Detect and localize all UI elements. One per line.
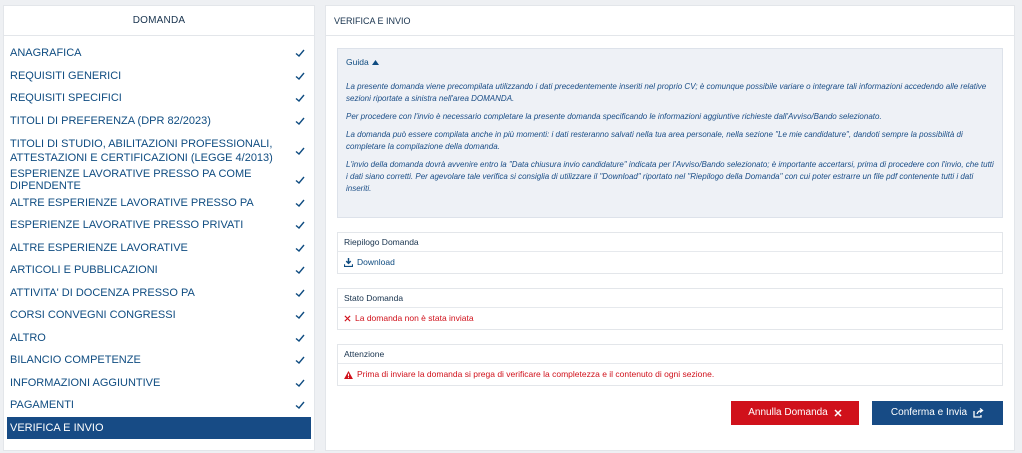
guide-paragraph: La presente domanda viene precompilata utilizzando i dati precedentemente inseriti nel proprio CV; è comunque possibile variare o integrare tali informazioni accedendo alle relative sezioni riportate a sinistra nell'area DOMANDA. [346, 82, 987, 103]
sidebar-item-titoli-di-studio-abilitazioni-profession[interactable] [4, 132, 314, 169]
main-panel [325, 5, 1015, 451]
close-icon [834, 409, 842, 417]
checkmark-icon [294, 287, 306, 299]
download-link[interactable] [338, 252, 1002, 273]
stato-card [337, 288, 1003, 330]
sidebar-item-titoli-di-preferenza-dpr-82-2023[interactable] [4, 110, 314, 133]
annulla-domanda-button[interactable] [731, 401, 859, 425]
sidebar-item-label: REQUISITI SPECIFICI [10, 92, 122, 105]
sidebar [3, 5, 315, 451]
annulla-label: Annulla Domanda [748, 407, 828, 418]
sidebar-item-esperienze-lavorative-presso-privati[interactable] [4, 214, 314, 237]
sidebar-item-label: CORSI CONVEGNI CONGRESSI [10, 309, 176, 322]
checkmark-icon [294, 219, 306, 231]
attenzione-title: Attenzione [338, 345, 1002, 364]
sidebar-item-label: VERIFICA E INVIO [10, 421, 104, 434]
stato-text: La domanda non è stata inviata [355, 313, 474, 323]
sidebar-item-label: PAGAMENTI [10, 399, 74, 412]
share-icon [973, 408, 984, 418]
sidebar-item-label: TITOLI DI PREFERENZA (DPR 82/2023) [10, 114, 211, 127]
sidebar-item-attivita-di-docenza-presso-pa[interactable] [4, 282, 314, 305]
conferma-label: Conferma e Invia [890, 407, 968, 418]
close-icon [344, 315, 351, 322]
sidebar-item-altre-esperienze-lavorative[interactable] [4, 237, 314, 260]
sidebar-item-informazioni-aggiuntive[interactable] [4, 372, 314, 395]
sidebar-item-label: INFORMAZIONI AGGIUNTIVE [10, 376, 161, 389]
page-title: VERIFICA E INVIO [326, 6, 1014, 36]
sidebar-item-verifica-e-invio[interactable] [7, 417, 311, 440]
checkmark-icon [294, 377, 306, 389]
checkmark-icon [294, 309, 306, 321]
sidebar-item-label: ALTRO [10, 331, 46, 344]
sidebar-item-label: ESPERIENZE LAVORATIVE PRESSO PA COME DIPENDENTE [10, 168, 252, 193]
warning-icon [344, 371, 353, 379]
checkmark-icon [294, 242, 306, 254]
sidebar-item-requisiti-generici[interactable] [4, 65, 314, 88]
guide-paragraph: L'invio della domanda dovrà avvenire entro la "Data chiusura invio candidature" indicata per l'Avviso/Bando selezionato; è importante accertarsi, prima di procedere con l'invio, che tutti i dati siano corretti. Per agevolare tale verifica si consiglia di utilizzare il "Download" riportato nel "Riepilogo della Domanda" con cui poter estrarre un file pdf contenente tutti i dati inseriti. [346, 160, 994, 193]
riepilogo-card [337, 232, 1003, 274]
checkmark-icon [294, 354, 306, 366]
download-label: Download [357, 257, 395, 267]
sidebar-nav [4, 42, 314, 439]
stato-title: Stato Domanda [338, 289, 1002, 308]
sidebar-item-label: TITOLI DI STUDIO, ABILITAZIONI PROFESSIONALI, ATTESTAZIONI E CERTIFICAZIONI (LEGGE 4/2013) [10, 137, 273, 164]
sidebar-item-articoli-e-pubblicazioni[interactable] [4, 259, 314, 282]
checkmark-icon [294, 399, 306, 411]
checkmark-icon [294, 264, 306, 276]
sidebar-item-label: REQUISITI GENERICI [10, 69, 122, 82]
conferma-invia-button[interactable] [872, 401, 1003, 425]
sidebar-item-altro[interactable] [4, 327, 314, 350]
attenzione-card [337, 344, 1003, 386]
sidebar-item-label: ALTRE ESPERIENZE LAVORATIVE PRESSO PA [10, 196, 254, 209]
sidebar-item-label: BILANCIO COMPETENZE [10, 354, 141, 367]
sidebar-item-pagamenti[interactable] [4, 394, 314, 417]
checkmark-icon [294, 92, 306, 104]
sidebar-item-label: ALTRE ESPERIENZE LAVORATIVE [10, 241, 188, 254]
checkmark-icon [294, 145, 306, 157]
sidebar-item-label: ANAGRAFICA [10, 47, 82, 60]
caret-up-icon [372, 60, 379, 65]
sidebar-item-esperienze-lavorative-presso-pa-come-dip[interactable] [4, 169, 314, 192]
riepilogo-title: Riepilogo Domanda [338, 233, 1002, 252]
sidebar-item-corsi-convegni-congressi[interactable] [4, 304, 314, 327]
checkmark-icon [294, 174, 306, 186]
checkmark-icon [294, 332, 306, 344]
sidebar-item-label: ARTICOLI E PUBBLICAZIONI [10, 264, 158, 277]
checkmark-icon [294, 70, 306, 82]
download-icon [344, 258, 353, 267]
sidebar-title: DOMANDA [4, 6, 314, 36]
guide-paragraph: Per procedere con l'invio è necessario completare la presente domanda specificando le informazioni aggiuntive richieste dall'Avviso/Bando selezionato. [346, 112, 882, 121]
checkmark-icon [294, 47, 306, 59]
attenzione-message [338, 364, 1002, 385]
sidebar-item-anagrafica[interactable] [4, 42, 314, 65]
sidebar-item-requisiti-specifici[interactable] [4, 87, 314, 110]
checkmark-icon [294, 197, 306, 209]
sidebar-item-label: ATTIVITA' DI DOCENZA PRESSO PA [10, 286, 195, 299]
stato-status [338, 308, 1002, 329]
sidebar-item-altre-esperienze-lavorative-presso-pa[interactable] [4, 192, 314, 215]
guide-paragraph: La domanda può essere compilata anche in più momenti: i dati resteranno salvati nella tua area personale, nella sezione "Le mie candidature", dandoti sempre la possibilità di completare la compilazione della domanda. [346, 130, 963, 151]
guide-title: Guida [346, 57, 369, 67]
sidebar-item-bilancio-competenze[interactable] [4, 349, 314, 372]
sidebar-item-label: ESPERIENZE LAVORATIVE PRESSO PRIVATI [10, 219, 244, 232]
guide-panel [337, 48, 1003, 218]
checkmark-icon [294, 115, 306, 127]
guide-toggle[interactable] [346, 57, 994, 67]
attenzione-text: Prima di inviare la domanda si prega di verificare la completezza e il contenuto di ogni sezione. [357, 369, 715, 379]
